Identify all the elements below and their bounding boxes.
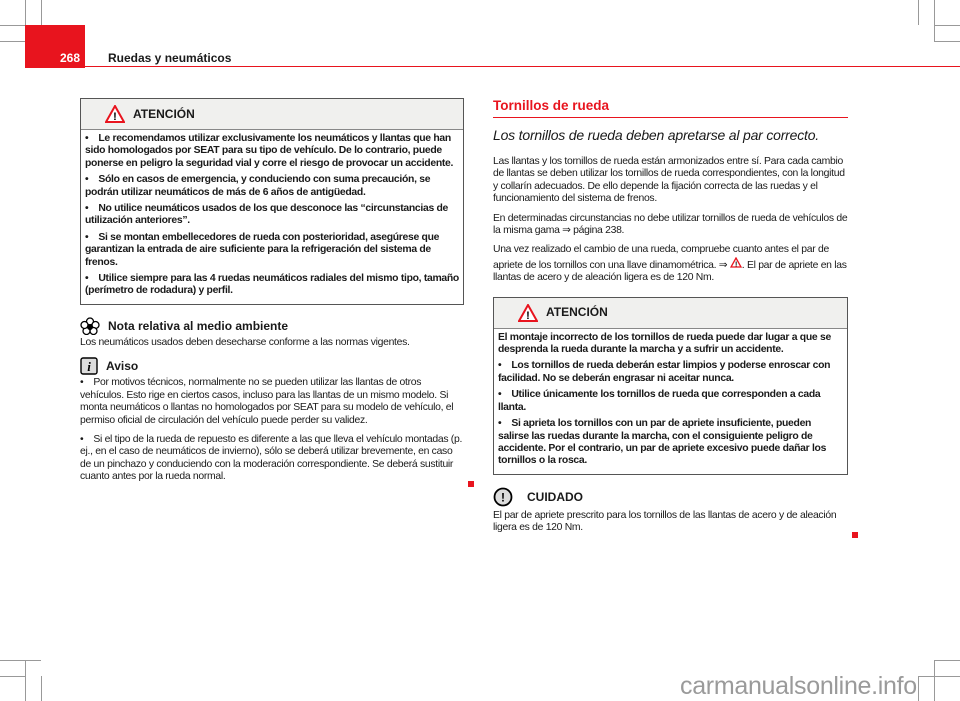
- notice-title: Aviso: [106, 359, 139, 374]
- paragraph: En determinadas circunstancias no debe utilizar tornillos de rueda de vehículos de la misma gama ⇒ página 238.: [493, 212, 848, 237]
- section-end-mark: [852, 532, 858, 538]
- crop-mark: [918, 676, 919, 701]
- svg-text:i: i: [87, 359, 91, 375]
- warning-item: • Utilice siempre para las 4 ruedas neumáticos radiales del mismo tipo, tamaño (perímetro de rodadura) y perfil.: [85, 273, 459, 298]
- notice-item: • Si el tipo de la rueda de repuesto es diferente a las que lleva el vehículo montadas (p. ej., en el caso de neumáticos de invierno), sólo se deberá utilizar brevemente, en caso de un pinchazo y conduciendo con la moderación correspondiente. Se deberá sustituir cuanto antes por la rueda normal.: [80, 434, 464, 484]
- svg-text:!: !: [734, 261, 737, 268]
- section-end-mark: [468, 481, 474, 487]
- section-heading: Tornillos de rueda: [493, 98, 848, 118]
- crop-mark: [0, 676, 25, 677]
- crop-mark: [918, 0, 919, 25]
- warning-box: [80, 98, 464, 305]
- paragraph: Una vez realizado el cambio de una rueda, compruebe cuanto antes el par de apriete de los tornillos con una llave dinamométrica. ⇒ ! . El par de apriete en las llantas de acero y de aleación ligera es de 120 Nm.: [493, 244, 847, 284]
- warning-title: ATENCIÓN: [133, 106, 195, 121]
- crop-mark: [0, 41, 25, 42]
- caution-title: CUIDADO: [527, 489, 583, 504]
- info-icon: [80, 357, 98, 375]
- environment-flower-icon: [80, 317, 100, 335]
- warning-reference-icon[interactable]: [730, 257, 742, 268]
- crop-mark: [0, 660, 41, 661]
- warning-box: [493, 297, 848, 475]
- chapter-title: Ruedas y neumáticos: [108, 51, 232, 65]
- page-number: 268: [59, 51, 80, 65]
- warning-item: • Si aprieta los tornillos con un par de apriete insuficiente, pueden salirse las ruedas durante la marcha, con el consiguiente peligro de accidente. Por el contrario, un par de apriete excesivo puede dañar los tornillos o la rosca.: [498, 418, 843, 468]
- caution-icon: [493, 487, 513, 507]
- warning-item: • No utilice neumáticos usados de los que desconoce las “circunstancias de utilización anteriores”.: [85, 203, 459, 228]
- warning-intro: El montaje incorrecto de los tornillos de rueda puede dar lugar a que se desprenda la rueda durante la marcha y a sufrir un accidente.: [498, 331, 831, 356]
- svg-text:!: !: [113, 111, 117, 123]
- crop-mark: [934, 41, 960, 42]
- crop-mark: [934, 0, 935, 41]
- crop-mark: [934, 660, 960, 661]
- crop-mark: [918, 676, 960, 677]
- crop-mark: [25, 660, 26, 701]
- warning-triangle-icon: [105, 105, 125, 123]
- warning-title: ATENCIÓN: [546, 305, 608, 320]
- crop-mark: [934, 660, 935, 701]
- warning-triangle-icon: [518, 304, 538, 322]
- section-subheading: Los tornillos de rueda deben apretarse al par correcto.: [493, 127, 819, 143]
- crop-mark: [25, 0, 26, 25]
- crop-mark: [41, 0, 42, 25]
- warning-item: • Utilice únicamente los tornillos de rueda que corresponden a cada llanta.: [498, 389, 843, 414]
- svg-text:!: !: [501, 490, 505, 505]
- environment-title: Nota relativa al medio ambiente: [108, 318, 289, 333]
- notice-item: • Por motivos técnicos, normalmente no se pueden utilizar las llantas de otros vehículos. Esto rige en ciertos casos, incluso para las llantas de un mismo modelo. Si monta neumáticos o llantas no homologados por SEAT para su modelo de vehículo, el permiso oficial de circulación del vehículo puede perder su validez.: [80, 377, 464, 427]
- left-column: [80, 98, 464, 497]
- watermark: carmanualsonline.info: [680, 672, 917, 700]
- crop-mark: [934, 25, 960, 26]
- warning-item: • Le recomendamos utilizar exclusivamente los neumáticos y llantas que han sido homologados por SEAT para su tipo de vehículo. De lo contrario, puede ponerse en peligro la seguridad vial y corre el riesgo de provocar un accidente.: [85, 133, 459, 170]
- warning-item: • Los tornillos de rueda deberán estar limpios y poderse enroscar con facilidad. No se deberán engrasar ni aceitar nunca.: [498, 360, 843, 385]
- caution-text: El par de apriete prescrito para los tornillos de las llantas de acero y de aleación ligera es de 120 Nm.: [493, 509, 837, 534]
- right-column: [493, 98, 848, 548]
- svg-text:!: !: [526, 309, 530, 322]
- crop-mark: [41, 676, 42, 701]
- warning-item: • Si se montan embellecedores de rueda con posterioridad, asegúrese que garantizan la entrada de aire suficiente para la refrigeración del sistema de frenos.: [85, 232, 459, 269]
- environment-text: Los neumáticos usados deben desecharse conforme a las normas vigentes.: [80, 336, 410, 348]
- warning-item: • Sólo en casos de emergencia, y conduciendo con suma precaución, se podrán utilizar neumáticos de más de 6 años de antigüedad.: [85, 174, 459, 199]
- crop-mark: [0, 25, 25, 26]
- paragraph: Las llantas y los tornillos de rueda están armonizados entre sí. Para cada cambio de llantas se deben utilizar los tornillos de rueda correspondientes, con la longitud y collarín adecuados. De ello depende la fijación correcta de las ruedas y el funcionamiento del sistema de frenos.: [493, 156, 845, 205]
- header-rule: [85, 66, 960, 67]
